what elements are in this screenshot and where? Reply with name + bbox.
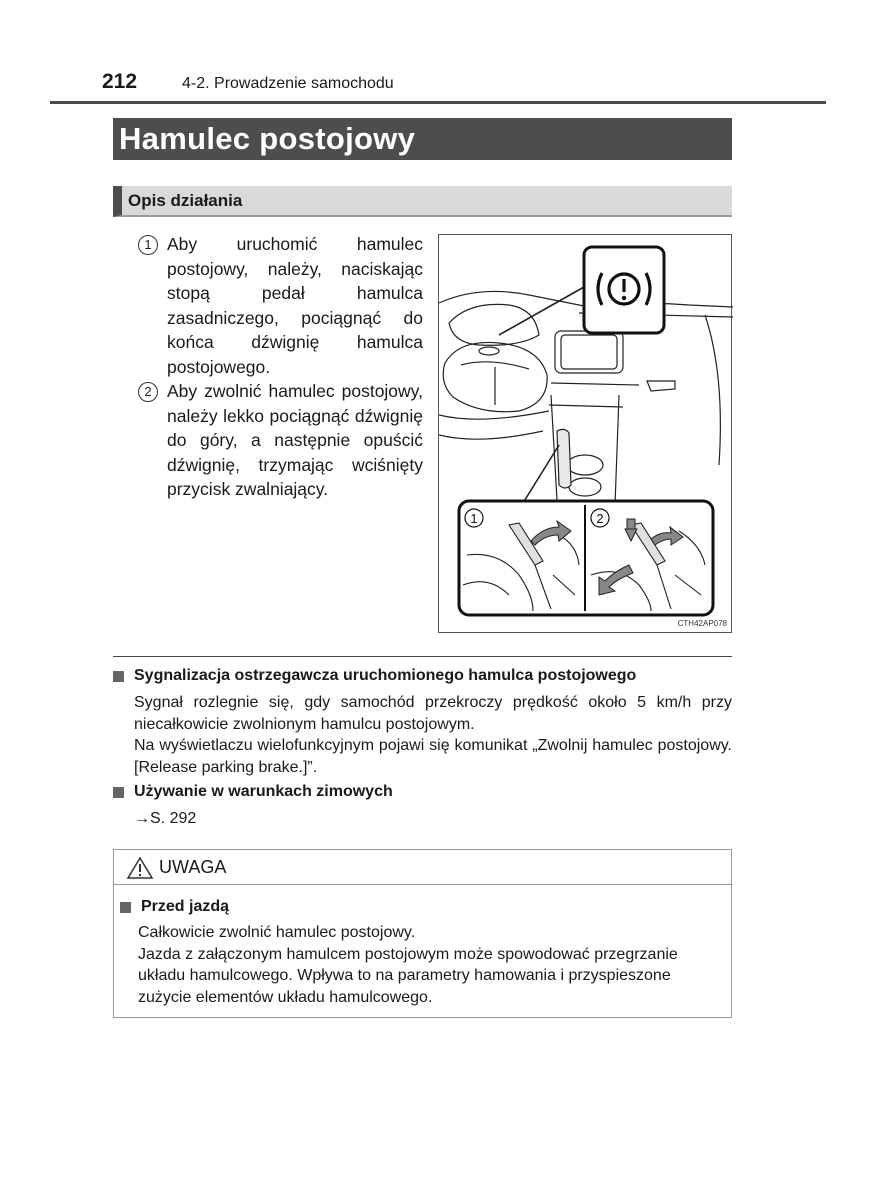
note-paragraph: Sygnał rozlegnie się, gdy samochód przekroczy prędkość około 5 km/h przy niecałkowicie zwolnionym hamulcu postojowym.	[134, 694, 732, 733]
page-header	[50, 64, 826, 104]
note-heading	[113, 667, 636, 685]
warning-subheading	[120, 898, 229, 916]
bullet-square-icon	[120, 902, 131, 913]
page-title: Hamulec postojowy	[119, 121, 416, 156]
warning-header	[114, 850, 731, 885]
inset-label-2: 2	[596, 511, 604, 526]
steps-list	[138, 232, 423, 504]
section-name: 4-2. Prowadzenie samochodu	[182, 75, 394, 92]
note-heading	[113, 783, 393, 801]
warning-box	[113, 849, 732, 1018]
step-text: Aby zwolnić hamulec postojowy, należy lekko pociągnąć dźwignię do góry, a następnie opuścić dźwignię, trzymając wciśnięty przycisk zwalniający.	[167, 381, 423, 499]
page-reference: →S. 292	[134, 810, 197, 827]
step-number: 1	[138, 235, 158, 255]
inset-label-1: 1	[470, 511, 478, 526]
step-item	[138, 379, 423, 502]
page-title-bar	[113, 118, 732, 160]
bullet-square-icon	[113, 787, 124, 798]
step-item	[138, 232, 423, 379]
warning-label: UWAGA	[159, 857, 227, 877]
warning-line: Całkowicie zwolnić hamulec postojowy.	[138, 924, 416, 941]
subsection-title: Opis działania	[128, 191, 243, 210]
note-heading-text: Używanie w warunkach zimowych	[134, 783, 393, 800]
page-number: 212	[102, 70, 138, 93]
section-divider	[113, 656, 732, 657]
note-paragraph: Na wyświetlaczu wielofunkcyjnym pojawi się komunikat „Zwolnij hamulec postojowy. [Release parking brake.]”.	[134, 737, 732, 776]
step-text: Aby uruchomić hamulec postojowy, należy, naciskając stopą pedał hamulca zasadniczego, pociągnąć do końca dźwignię hamulca postojowego.	[167, 234, 423, 377]
warning-text	[138, 922, 728, 1008]
warning-subheading-text: Przed jazdą	[141, 898, 230, 915]
step-number: 2	[138, 382, 158, 402]
bullet-square-icon	[113, 671, 124, 682]
warning-line: Jazda z załączonym hamulcem postojowym może spowodować przegrzanie układu hamulcowego. Wpływa to na parametry hamowania i przyspieszone zużycie elementów układu hamulcowego.	[138, 945, 678, 1006]
figure-code: CTH42AP078	[677, 619, 727, 628]
note-heading-text: Sygnalizacja ostrzegawcza uruchomionego hamulca postojowego	[134, 667, 637, 684]
subsection-bar	[113, 186, 732, 217]
dashboard-illustration	[439, 235, 733, 634]
parking-brake-figure	[438, 234, 732, 633]
warning-triangle-icon	[126, 856, 154, 880]
